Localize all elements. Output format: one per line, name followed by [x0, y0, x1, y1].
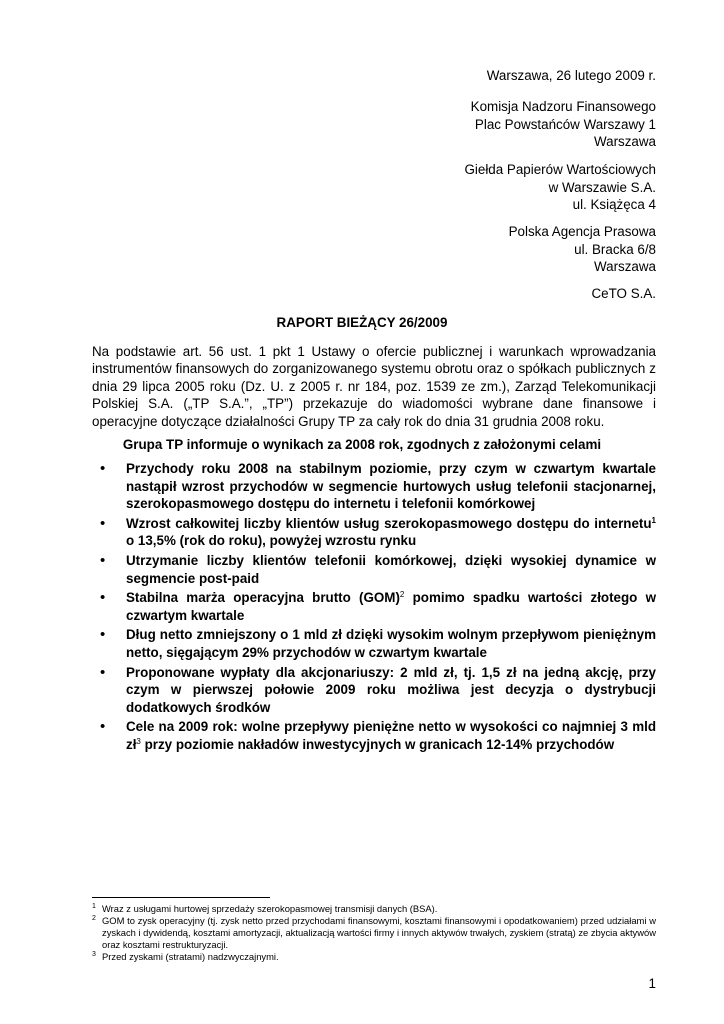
recipient-line: ul. Bracka 6/8 [574, 241, 656, 257]
list-item: • Proponowane wypłaty dla akcjonariuszy: 2 mld zł, tj. 1,5 zł na jedną akcję, przy czym w pierwszej połowie 2009 roku możliwa jest decyzja o dystrybucji dodatkowych środków [100, 663, 656, 715]
footnote: 1 Wraz z usługami hurtowej sprzedaży szerokopasmowej transmisji danych (BSA). [92, 903, 438, 914]
footnote-number: 2 [92, 915, 96, 922]
list-item: • Cele na 2009 rok: wolne przepływy pieniężne netto w wysokości co najmniej 3 mld $zł^3$ przy poziomie nakładów inwestycyjnych w granicach 12-14% przychodów [100, 718, 656, 752]
footnotes [92, 903, 656, 963]
footnote-ref: 3 [136, 736, 141, 746]
recipient-line: w Warszawie S.A. [548, 179, 656, 195]
footnote-number: 1 [92, 903, 96, 910]
bullet-icon: • [100, 718, 106, 736]
recipient-line: Warszawa [593, 259, 656, 275]
footnote: 3 Przed zyskami (stratami) nadzwyczajnymi. [92, 951, 279, 962]
recipient-line: ul. Książęca 4 [572, 197, 656, 213]
footnote-number: 3 [92, 951, 96, 958]
bullet-icon: • [100, 514, 106, 532]
bullet-icon: • [100, 460, 106, 477]
highlights-list [100, 460, 656, 756]
recipient-gpw [464, 161, 656, 214]
bullet-icon: • [100, 589, 106, 607]
recipient-line: Komisja Nadzoru Finansowego [470, 99, 656, 114]
list-item: • Przychody roku 2008 na stabilnym poziomie, przy czym w czwartym kwartale nastąpił wzrost przychodów w segmencie hurtowych usług telefonii stacjonarnej, szerokopasmowego dostępu do internetu i telefonii komórkowej [100, 460, 656, 512]
place-date: Warszawa, 26 lutego 2009 r. [486, 68, 656, 83]
bullet-icon: • [100, 626, 106, 644]
recipient-knf [471, 98, 656, 151]
bullet-icon: • [100, 551, 106, 569]
recipient-line: Giełda Papierów Wartościowych [464, 162, 656, 177]
sender: CeTO S.A. [591, 286, 656, 301]
footnote-divider [92, 897, 270, 898]
report-title: RAPORT BIEŻĄCY 26/2009 [276, 315, 448, 330]
list-item: • Stabilna marża operacyjna brutto (GOM)$^2$ pomimo spadku wartości złotego w czwartym kwartale [100, 589, 656, 623]
bullet-icon: • [100, 663, 106, 681]
footnote-ref: 2 [399, 590, 405, 600]
results-subheading: Grupa TP informuje o wynikach za 2008 rok, zgodnych z założonymi celami [122, 437, 602, 452]
footnote: 2 GOM to zysk operacyjny (tj. zysk netto przed przychodami finansowymi, kosztami finansowymi i opodatkowaniem) przed udziałami w zyskach i dywidendą, kosztami amortyzacji, aktualizacją wartości firmy i innych aktywów trwałych, zyskiem (stratą) ze zbycia aktywów oraz kosztami restrukturyzacji. [92, 915, 656, 950]
recipient-line: Polska Agencja Prasowa [508, 224, 656, 239]
list-item: • Dług netto zmniejszony o 1 mld zł dzięki wysokim wolnym przepływom pieniężnym netto, sięgającym 29% przychodów w czwartym kwartale [100, 626, 656, 660]
recipient-line: Plac Powstańców Warszawy 1 [474, 116, 656, 132]
recipient-line: Warszawa [593, 134, 656, 150]
intro-paragraph: Na podstawie art. 56 ust. 1 pkt 1 Ustawy o ofercie publicznej i warunkach wprowadzania instrumentów finansowych do zorganizowanego systemu obrotu oraz o spółkach publicznych z dnia 29 lipca 2005 roku (Dz. U. z 2005 r. nr 184, poz. 1539 ze zm.), Zarząd Telekomunikacji Polskiej S.A. („TP S.A.”, „TP”) przekazuje do wiadomości wybrane dane finansowe i operacyjne dotyczące działalności Grupy TP za cały rok do dnia 31 grudnia 2008 roku. [92, 344, 656, 429]
recipient-pap [509, 223, 656, 276]
footnote-ref: 1 [651, 515, 656, 525]
list-item: • Utrzymanie liczby klientów telefonii komórkowej, dzięki wysokiej dynamice w segmencie post-paid [100, 551, 656, 586]
list-item: • Wzrost całkowitej liczby klientów usług szerokopasmowego dostępu do internetu$^1$ o 13,5% (rok do roku), powyżej wzrostu rynku [100, 514, 656, 549]
page-number: 1 [648, 976, 656, 991]
